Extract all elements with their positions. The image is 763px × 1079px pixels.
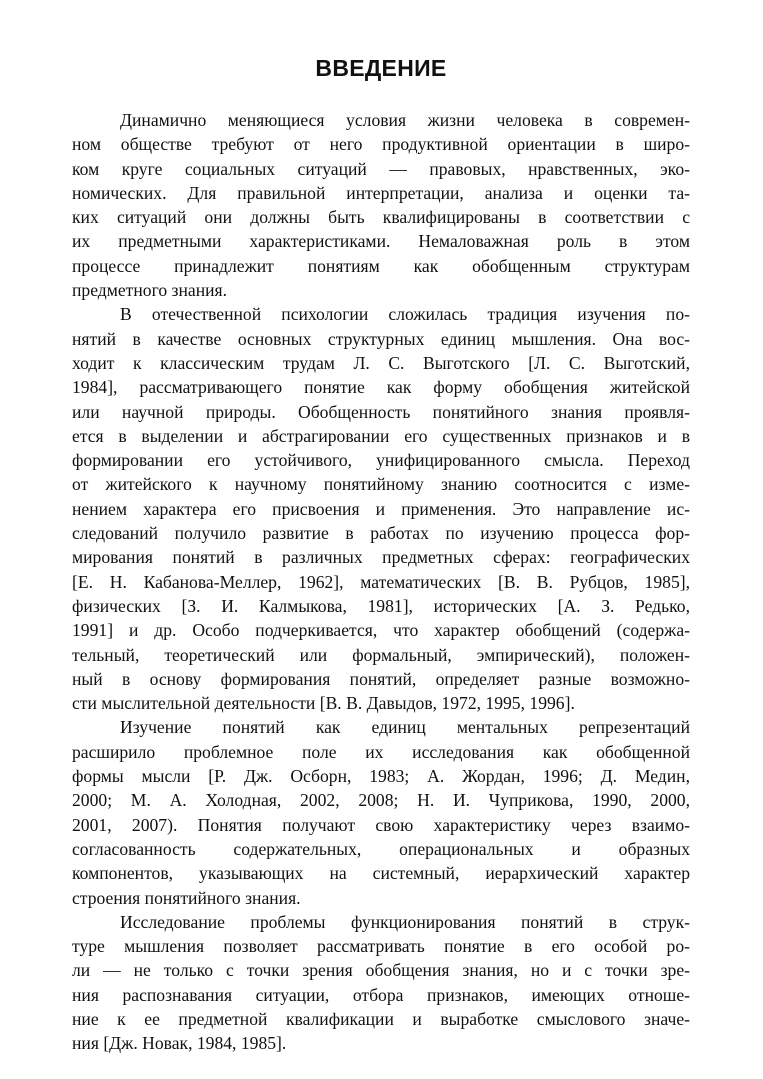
paragraph-line: физических [З. И. Калмыкова, 1981], исторических [А. З. Редько, bbox=[72, 595, 690, 616]
paragraph-line: ком круге социальных ситуаций — правовых, нравственных, эко- bbox=[72, 158, 690, 179]
paragraph-line: их предметными характеристиками. Немаловажная роль в этом bbox=[72, 231, 690, 252]
paragraph bbox=[72, 715, 690, 909]
paragraph-line: компонентов, указывающих на системный, иерархический характер bbox=[72, 863, 690, 884]
paragraph-line: 1984], рассматривающего понятие как форму обобщения житейской bbox=[72, 377, 690, 398]
paragraph bbox=[72, 108, 690, 302]
paragraph-line: согласованность содержательных, операциональных и образных bbox=[72, 838, 690, 859]
paragraph-line: 2000; М. А. Холодная, 2002, 2008; Н. И. Чуприкова, 1990, 2000, bbox=[72, 790, 690, 811]
document-body bbox=[72, 108, 690, 1056]
paragraph-line: нятий в качестве основных структурных единиц мышления. Она вос- bbox=[72, 328, 690, 349]
paragraph-line: 1991] и др. Особо подчеркивается, что характер обобщений (содержа- bbox=[72, 620, 690, 641]
paragraph-line: расширило проблемное поле их исследования как обобщенной bbox=[72, 741, 690, 762]
paragraph bbox=[72, 910, 690, 1056]
paragraph-line: процессе принадлежит понятиям как обобщенным структурам bbox=[72, 255, 690, 276]
paragraph-line: или научной природы. Обобщенность понятийного знания проявля- bbox=[72, 401, 690, 422]
paragraph-line: [Е. Н. Кабанова-Меллер, 1962], математических [В. В. Рубцов, 1985], bbox=[72, 571, 690, 592]
page-title: ВВЕДЕНИЕ bbox=[315, 55, 447, 81]
paragraph-line: ния [Дж. Новак, 1984, 1985]. bbox=[72, 1033, 287, 1054]
paragraph-line: 2001, 2007). Понятия получают свою характеристику через взаимо- bbox=[72, 814, 690, 835]
paragraph-line: ходит к классическим трудам Л. С. Выготского [Л. С. Выготский, bbox=[72, 352, 690, 373]
paragraph-line: ли — не только с точки зрения обобщения знания, но и с точки зре- bbox=[72, 960, 690, 981]
document-page bbox=[72, 52, 690, 1056]
paragraph-line: В отечественной психологии сложилась традиция изучения по- bbox=[120, 304, 690, 325]
paragraph-line: формы мысли [Р. Дж. Осборн, 1983; А. Жордан, 1996; Д. Медин, bbox=[72, 766, 690, 787]
paragraph-line: сти мыслительной деятельности [В. В. Давыдов, 1972, 1995, 1996]. bbox=[72, 693, 575, 714]
paragraph-line: номических. Для правильной интерпретации, анализа и оценки та- bbox=[72, 182, 690, 203]
paragraph-line: ется в выделении и абстрагировании его существенных признаков и в bbox=[72, 425, 690, 446]
paragraph-line: туре мышления позволяет рассматривать понятие в его особой ро- bbox=[72, 936, 690, 957]
paragraph-line: ние к ее предметной квалификации и выработке смыслового значе- bbox=[72, 1008, 690, 1029]
paragraph-line: тельный, теоретический или формальный, эмпирический), положен- bbox=[72, 644, 690, 665]
paragraph-line: от житейского к научному понятийному знанию соотносится с изме- bbox=[72, 474, 690, 495]
paragraph-line: строения понятийного знания. bbox=[72, 887, 301, 908]
paragraph-line: ный в основу формирования понятий, определяет разные возможно- bbox=[72, 668, 690, 689]
paragraph-line: мирования понятий в различных предметных сферах: географических bbox=[72, 547, 690, 568]
paragraph-line: предметного знания. bbox=[72, 280, 228, 301]
paragraph-line: Изучение понятий как единиц ментальных репрезентаций bbox=[120, 717, 690, 738]
paragraph-line: следований получило развитие в работах по изучению процесса фор- bbox=[72, 523, 690, 544]
paragraph-line: Исследование проблемы функционирования понятий в струк- bbox=[120, 911, 690, 932]
paragraph-line: ном обществе требуют от него продуктивной ориентации в широ- bbox=[72, 134, 690, 155]
paragraph-line: ния распознавания ситуации, отбора признаков, имеющих отноше- bbox=[72, 984, 690, 1005]
paragraph-line: Динамично меняющиеся условия жизни человека в современ- bbox=[120, 110, 690, 130]
paragraph-line: ких ситуаций они должны быть квалифицированы в соответствии с bbox=[72, 207, 690, 228]
paragraph-line: нением характера его присвоения и применения. Это направление ис- bbox=[72, 498, 690, 519]
paragraph bbox=[72, 302, 690, 715]
paragraph-line: формировании его устойчивого, унифицированного смысла. Переход bbox=[72, 450, 690, 471]
